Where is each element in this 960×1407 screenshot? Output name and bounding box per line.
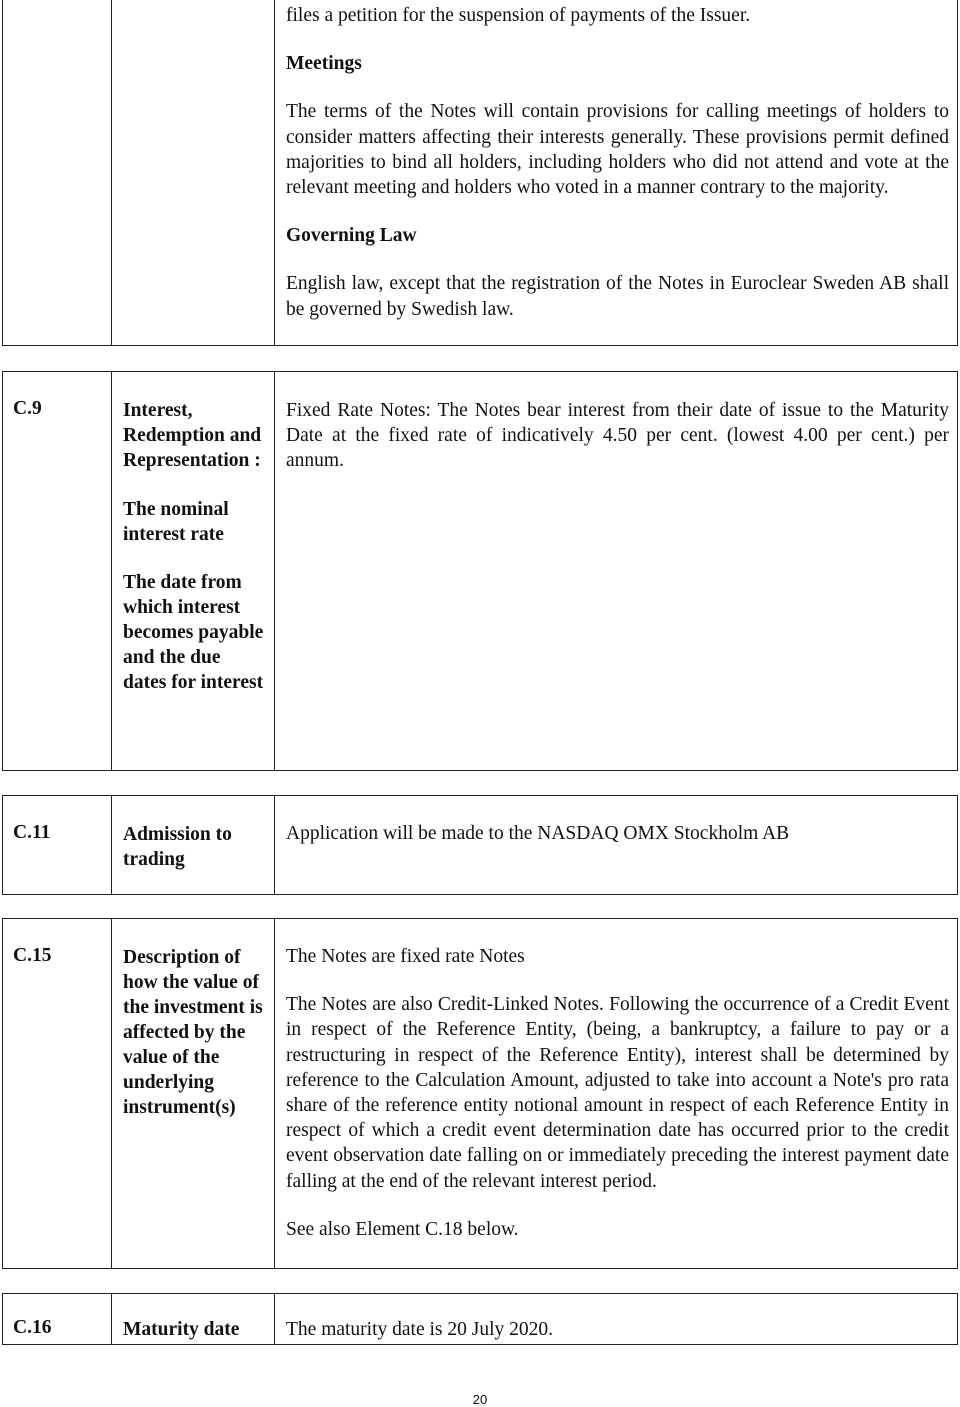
c9-title: Interest, Redemption and Representation : [123,400,262,471]
element-title-c11: Admission to trading [123,824,232,870]
column-divider [274,796,275,894]
c11-text: Application will be made to the NASDAQ OMX Stockholm AB [286,823,790,844]
column-divider [111,796,112,894]
element-id-c11: C.11 [13,822,51,843]
table-c8-continuation [2,0,958,346]
meetings-heading: Meetings [286,53,362,75]
governing-law-heading: Governing Law [286,225,417,247]
element-title-c15: Description of how the value of the investment is affected by the value of the underlying instrument(s) [123,947,263,1118]
c9-subtitle-nominal-rate: The nominal interest rate [123,499,229,545]
page-number: 20 [472,1392,488,1407]
table-c11 [2,795,958,895]
meetings-text: The terms of the Notes will contain provisions for calling meetings of holders to consider matters affecting their interests generally. These provisions permit defined majorities to bind all holders, including holders who did not attend and vote at the relevant meeting and holders who voted in a manner contrary to the majority. [286,101,949,199]
column-divider [274,372,275,770]
column-divider [111,372,112,770]
column-divider [111,919,112,1268]
c15-para3: See also Element C.18 below. [286,1218,519,1240]
c15-para1: The Notes are fixed rate Notes [286,946,525,967]
c16-body-cell [286,1317,949,1342]
column-divider [111,0,112,345]
governing-law-text: English law, except that the registration of the Notes in Euroclear Sweden AB shall be governed by Swedish law. [286,273,949,320]
column-divider [274,919,275,1268]
table-c15 [2,918,958,1269]
element-title-c9 [123,398,268,695]
element-id-c15: C.15 [13,945,52,966]
table-c9 [2,371,958,771]
column-divider [274,0,275,345]
c9-text: Fixed Rate Notes: The Notes bear interest from their date of issue to the Maturity Date at the fixed rate of indicatively 4.50 per cent. (lowest 4.00 per cent.) per annum. [286,400,949,472]
column-divider [111,1294,112,1344]
c11-body-cell [286,821,949,846]
table-c16 [2,1293,958,1345]
c8-continuation-text: files a petition for the suspension of payments of the Issuer. [286,5,751,26]
c15-para2: The Notes are also Credit-Linked Notes. Following the occurrence of a Credit Event in respect of the Reference Entity, (being, a bankruptcy, a failure to pay or a restructuring in respect of the Reference Entity), interest shall be determined by reference to the Calculation Amount, adjusted to take into account a Note's pro rata share of the reference entity notional amount in respect of each Reference Entity in respect of which a credit event determination date has occurred prior to the credit event observation date falling on or immediately preceding the interest payment date falling at the end of the relevant interest period. [286,994,949,1192]
column-divider [274,1294,275,1344]
element-id-c16: C.16 [13,1317,52,1338]
c8-body-cell [286,3,949,322]
c9-body-cell [286,398,949,474]
c9-subtitle-interest-dates: The date from which interest becomes payable and the due dates for interest [123,572,264,693]
element-title-c16: Maturity date [123,1319,240,1340]
c15-body-cell [286,944,949,1242]
c16-text: The maturity date is 20 July 2020. [286,1319,554,1340]
element-id-c9: C.9 [13,398,42,419]
